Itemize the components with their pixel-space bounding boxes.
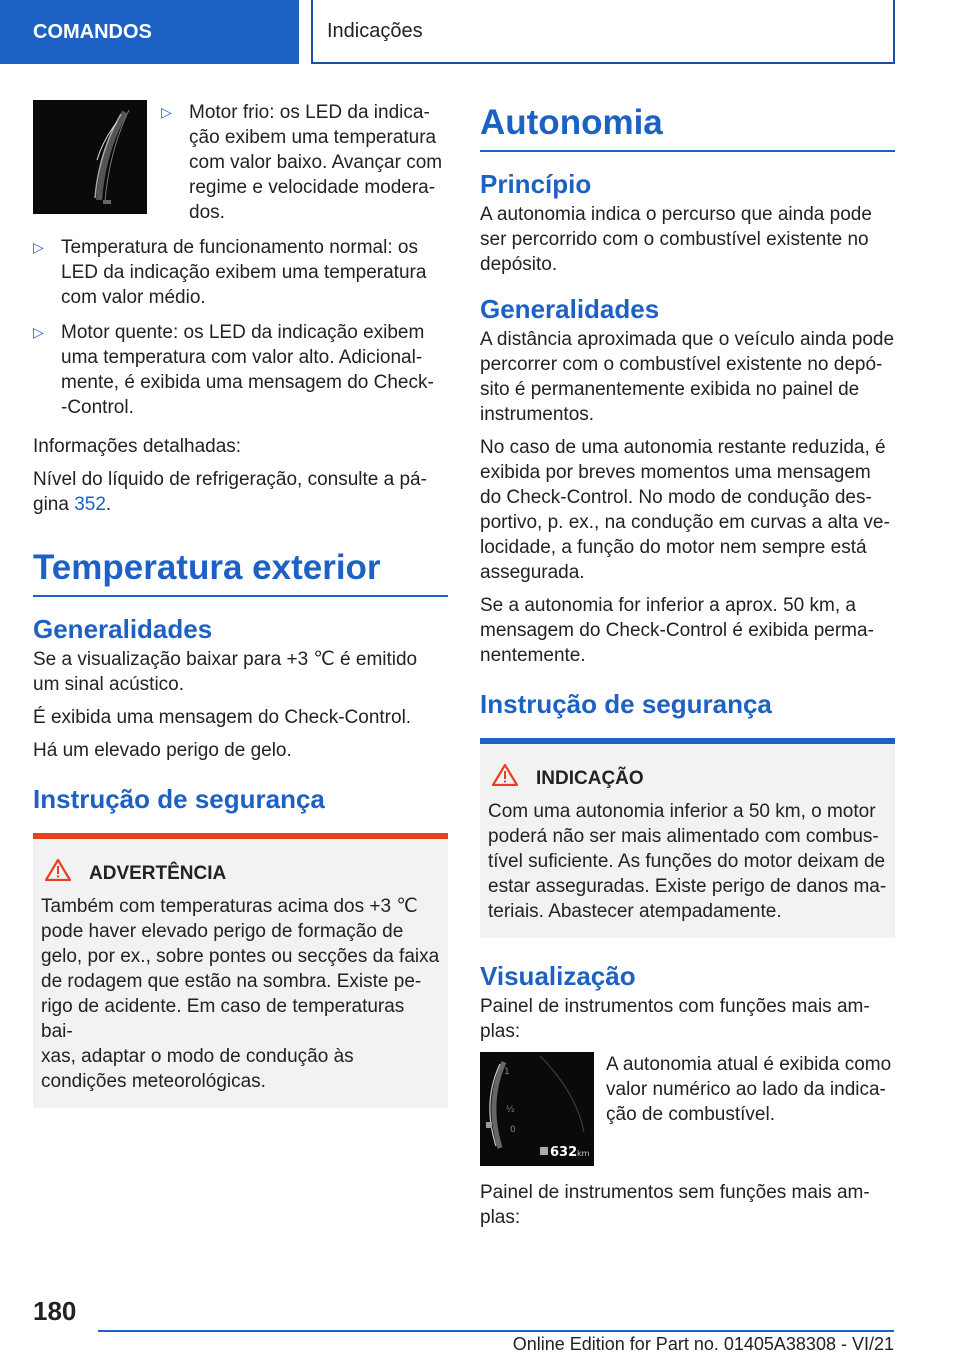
header-chapter xyxy=(311,0,895,64)
warning-title-text: ADVERTÊNCIA xyxy=(89,863,227,884)
bullet-text: Motor frio: os LED da indica- ção exibem uma temperatura com valor baixo. Avançar com regime e velocidade modera- dos. xyxy=(189,102,443,223)
gauge-value: 632 xyxy=(550,1145,578,1160)
page-link[interactable]: 352 xyxy=(74,494,106,515)
note-title-text: INDICAÇÃO xyxy=(536,768,644,789)
info-end: . xyxy=(105,494,112,515)
bullet-item xyxy=(161,100,448,225)
warning-title xyxy=(41,859,440,888)
note-title xyxy=(488,764,887,793)
section-title: Temperatura exterior xyxy=(33,547,448,597)
paragraph: No caso de uma autonomia restante reduzida, é exibida por breves momentos uma mensagem do Check-Control. No modo de condução des- portivo, p. ex., na condução em curvas a alta ve- locidade, a função do motor nem sempre está assegurada. xyxy=(480,437,890,583)
info-paragraph xyxy=(33,467,448,517)
note-box xyxy=(480,738,895,938)
gauge-mark-half: ½ xyxy=(506,1105,515,1115)
triangle-bullet-icon: ▷ xyxy=(33,324,44,340)
bullet-text: Motor quente: os LED da indicação exibem uma temperatura com valor alto. Adicional- mente, é exibida uma mensagem do Check- -Control. xyxy=(61,322,434,418)
footer-divider xyxy=(98,1330,894,1332)
info-text: Nível do líquido de refrigeração, consulte a pá- gina xyxy=(33,469,427,515)
range-gauge-image xyxy=(480,1052,594,1166)
bullet-item xyxy=(33,320,448,420)
paragraph: Painel de instrumentos com funções mais am- plas: xyxy=(480,996,870,1042)
header-chapter-label: Indicações xyxy=(327,19,423,42)
range-gauge-graphic xyxy=(480,1052,594,1166)
subsection-title: Instrução de segurança xyxy=(480,689,772,719)
paragraph: É exibida uma mensagem do Check-Control. xyxy=(33,707,412,728)
paragraph: Painel de instrumentos sem funções mais am- plas: xyxy=(480,1182,870,1228)
paragraph: Se a autonomia for inferior a aprox. 50 km, a mensagem do Check-Control é exibida perma- nentemente. xyxy=(480,595,874,666)
image-caption: A autonomia atual é exibida como valor numérico ao lado da indica- ção de combustível. xyxy=(606,1054,892,1125)
subsection-title: Visualização xyxy=(480,961,636,991)
bullet-text: Temperatura de funcionamento normal: os LED da indicação exibem uma temperatura com valor médio. xyxy=(61,237,427,308)
section-title: Autonomia xyxy=(480,102,895,152)
paragraph: Se a visualização baixar para +3 ℃ é emitido um sinal acústico. xyxy=(33,649,418,695)
coolant-gauge-graphic xyxy=(33,100,147,214)
paragraph: Há um elevado perigo de gelo. xyxy=(33,740,292,761)
warning-triangle-icon xyxy=(492,764,522,793)
note-text: Com uma autonomia inferior a 50 km, o motor poderá não ser mais alimentado com combus- tível suficiente. As funções do motor deixam de estar asseguradas. Existe perigo de danos ma- teriais. Abastecer atempadamente. xyxy=(488,801,887,922)
header-section xyxy=(0,0,299,64)
subsection-title: Generalidades xyxy=(33,614,213,644)
triangle-bullet-icon: ▷ xyxy=(161,104,172,120)
triangle-bullet-icon: ▷ xyxy=(33,239,44,255)
warning-triangle-icon xyxy=(45,859,75,888)
subsection-title: Instrução de segurança xyxy=(33,784,325,814)
info-label: Informações detalhadas: xyxy=(33,436,242,457)
subsection-title: Princípio xyxy=(480,169,592,199)
image-with-text xyxy=(480,1052,895,1166)
bullet-item xyxy=(33,235,448,310)
footer-edition: Online Edition for Part no. 01405A38308 - VI/21 xyxy=(512,1334,894,1354)
gauge-mark-0: 0 xyxy=(510,1125,516,1135)
gauge-mark-1: 1 xyxy=(504,1067,510,1077)
warning-box xyxy=(33,833,448,1108)
paragraph: A distância aproximada que o veículo ainda pode percorrer com o combustível existente no depó- sito é permanentemente exibida no painel de instrumentos. xyxy=(480,329,895,425)
page-number: 180 xyxy=(33,1296,77,1326)
coolant-gauge-image xyxy=(33,100,147,214)
bullet-with-image xyxy=(33,100,448,225)
paragraph: A autonomia indica o percurso que ainda pode ser percorrido com o combustível existente no depósito. xyxy=(480,204,872,275)
subsection-title: Generalidades xyxy=(480,294,660,324)
left-column xyxy=(33,100,448,1108)
warning-text: Também com temperaturas acima dos +3 ℃ pode haver elevado perigo de formação de gelo, por ex., sobre pontes ou secções da faixa de rodagem que estão na sombra. Existe pe- rigo de acidente. Em caso de temperaturas bai- xas, adaptar o modo de condução às condições meteorológicas. xyxy=(41,896,440,1092)
gauge-unit: km xyxy=(577,1149,590,1158)
right-column xyxy=(480,100,895,1238)
header-section-label: COMANDOS xyxy=(33,20,152,43)
